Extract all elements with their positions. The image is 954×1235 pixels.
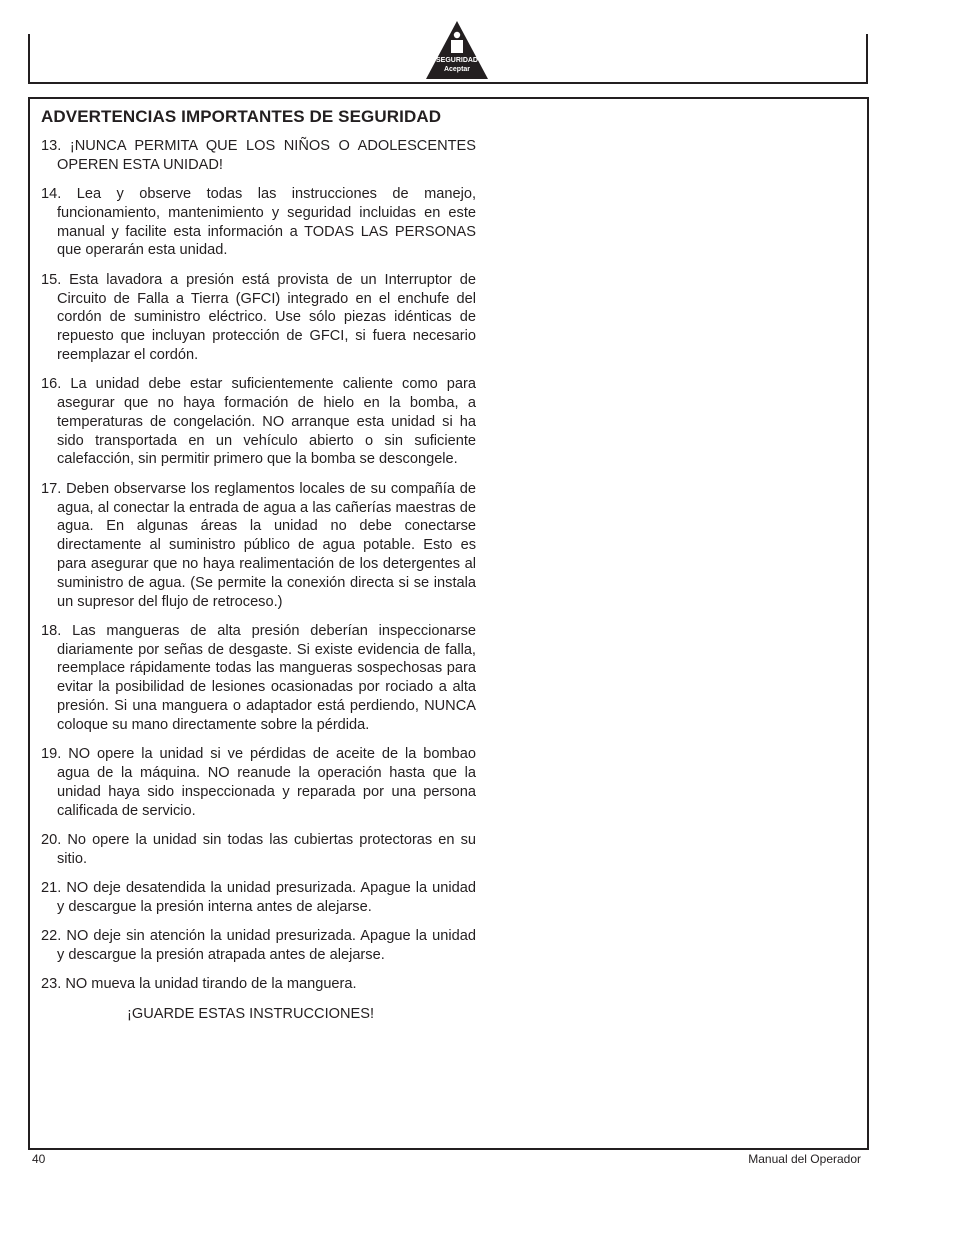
warning-list xyxy=(41,137,476,994)
logo-text-seguridad: SEGURIDAD xyxy=(435,57,479,64)
warning-item-16: 16. La unidad debe estar suficientemente caliente como para asegurar que no haya formación de hielo en la bomba, a temperaturas de congelación. NO arranque esta unidad si ha sido transportada en un vehículo abierto o sin suficiente calefacción, sin permitir primero que la bomba se descongele. xyxy=(41,376,476,468)
warning-item-14: 14. Lea y observe todas las instrucciones de manejo, funcionamiento, mantenimiento y seguridad incluidas en este manual y facilite esta información a TODAS LAS PERSONAS que operarán esta unidad. xyxy=(41,186,476,259)
warning-item-13: 13. ¡NUNCA PERMITA QUE LOS NIÑOS O ADOLESCENTES OPEREN ESTA UNIDAD! xyxy=(41,138,476,173)
text-column xyxy=(41,107,476,1022)
manual-title: Manual del Operador xyxy=(748,1152,861,1166)
warning-item-19: 19. NO opere la unidad si ve pérdidas de aceite de la bombao agua de la máquina. NO reanude la operación hasta que la unidad haya sido inspeccionada y reparada por una persona calificada de servicio. xyxy=(41,746,476,819)
warning-item-22: 22. NO deje sin atención la unidad presurizada. Apague la unidad y descargue la presión atrapada antes de alejarse. xyxy=(41,927,476,963)
warning-item-18: 18. Las mangueras de alta presión deberían inspeccionarse diariamente por señas de desgaste. Si existe evidencia de falla, reemplace rápidamente todas las mangueras sospechosas para evitar la posibilidad de lesiones ocasionadas por rociado a alta presión. Si una manguera o adaptador está perdiendo, NUNCA coloque su mano directamente sobre la pérdida. xyxy=(41,622,476,733)
safety-logo xyxy=(424,20,490,80)
warning-item-20: 20. No opere la unidad sin todas las cubiertas protectoras en su sitio. xyxy=(41,831,476,867)
logo-text-aceptar: Aceptar xyxy=(443,66,471,73)
warning-item-17: 17. Deben observarse los reglamentos locales de su compañía de agua, al conectar la entrada de agua a las cañerías maestras de agua. En algunas áreas la unidad no debe conectarse directamente al suministro público de agua potable. Esto es para asegurar que no haya realimentación de los detergentes al suministro de agua. (Se permite la conexión directa si se instala un supresor del flujo de retroceso.) xyxy=(41,480,476,610)
warning-item-15: 15. Esta lavadora a presión está provista de un Interruptor de Circuito de Falla a Tierra (GFCI) integrado en el enchufe del cordón de suministro eléctrico. Use sólo piezas idénticas de repuesto que incluyan protección de GFCI, si fuera necesario reemplazar el cordón. xyxy=(41,271,476,363)
warning-item-21: 21. NO deje desatendida la unidad presurizada. Apague la unidad y descargue la presión interna antes de alejarse. xyxy=(41,879,476,915)
safety-person-icon xyxy=(424,20,490,80)
content-frame xyxy=(28,97,869,1150)
page-number: 40 xyxy=(32,1152,46,1166)
section-title: ADVERTENCIAS IMPORTANTES DE SEGURIDAD xyxy=(41,107,442,126)
warning-item-23: 23. NO mueva la unidad tirando de la manguera. xyxy=(41,976,357,993)
closing-note: ¡GUARDE ESTAS INSTRUCCIONES! xyxy=(127,1005,375,1022)
